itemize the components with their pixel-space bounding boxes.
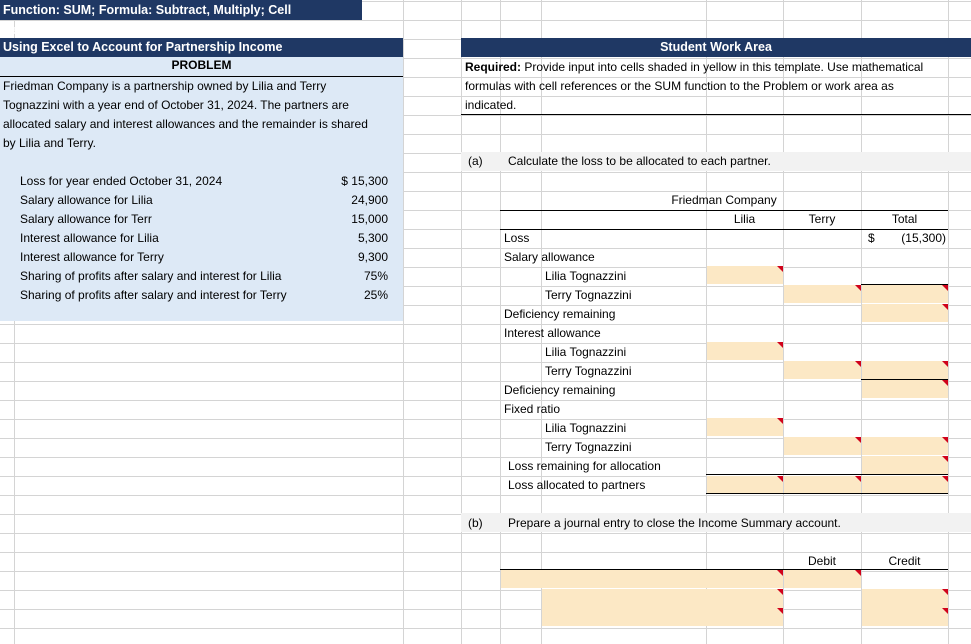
given-item-value: 24,900	[351, 193, 388, 207]
part-b-instruction: Prepare a journal entry to close the Income Summary account.	[508, 516, 841, 530]
input-salary-terry[interactable]	[784, 285, 861, 303]
given-item-label: Loss for year ended October 31, 2024	[20, 174, 223, 188]
input-fixed-terry[interactable]	[784, 437, 861, 455]
input-deficiency-2[interactable]	[862, 380, 948, 398]
problem-label: PROBLEM	[171, 58, 232, 72]
required-instructions	[465, 60, 923, 74]
column-header-credit: Credit	[888, 554, 921, 568]
given-item-label: Sharing of profits after salary and interest for Lilia	[20, 269, 282, 283]
loss-total-value: (15,300)	[901, 231, 946, 245]
row-label: Terry Tognazzini	[545, 288, 632, 302]
input-interest-terry[interactable]	[784, 361, 861, 379]
required-text: indicated.	[465, 98, 517, 112]
problem-text-line: allocated salary and interest allowances and the remainder is shared	[3, 117, 368, 131]
given-item-value: 5,300	[357, 231, 388, 245]
row-label: Lilia Tognazzini	[545, 345, 627, 359]
given-item-value: 15,000	[351, 212, 388, 226]
problem-text-line: Tognazzini with a year end of October 31, 2024. The partners are	[3, 98, 349, 112]
worksheet-title: Function: SUM; Formula: Subtract, Multiply; Cell Referencing	[0, 0, 362, 20]
part-b-label: (b)	[468, 516, 483, 530]
column-header-lilia: Lilia	[733, 212, 756, 226]
input-fixed-lilia[interactable]	[707, 418, 783, 436]
row-label: Deficiency remaining	[504, 307, 616, 321]
input-journal-credit-amount[interactable]	[862, 589, 948, 626]
input-journal-debit-amount[interactable]	[784, 570, 861, 588]
column-header-total: Total	[891, 212, 918, 226]
problem-header: Using Excel to Account for Partnership Income	[0, 38, 403, 57]
given-item-label: Salary allowance for Terr	[20, 212, 152, 226]
row-label: Terry Tognazzini	[545, 364, 632, 378]
input-allocated-lilia[interactable]	[707, 476, 783, 493]
row-label-loss: Loss	[504, 231, 530, 245]
input-journal-credit-account[interactable]	[542, 589, 783, 626]
column-header-terry: Terry	[808, 212, 836, 226]
given-item-value: 75%	[363, 269, 388, 283]
input-loss-remaining[interactable]	[862, 456, 948, 474]
dollar-sign: $	[868, 231, 875, 245]
given-item-value: 9,300	[357, 250, 388, 264]
input-deficiency-1[interactable]	[862, 304, 948, 322]
required-label: Required:	[465, 60, 522, 74]
given-item-label: Interest allowance for Lilia	[20, 231, 159, 245]
required-text: Provide input into cells shaded in yellow in this template. Use mathematical	[521, 60, 924, 74]
input-allocated-total[interactable]	[862, 476, 948, 493]
input-interest-lilia[interactable]	[707, 342, 783, 360]
input-journal-debit-account[interactable]	[501, 570, 783, 588]
column-header-debit: Debit	[807, 554, 836, 568]
given-item-value: $ 15,300	[341, 174, 388, 188]
problem-text-line: by Lilia and Terry.	[3, 136, 96, 150]
row-label: Terry Tognazzini	[545, 440, 632, 454]
problem-text-line: Friedman Company is a partnership owned by Lilia and Terry	[3, 79, 327, 93]
row-label: Lilia Tognazzini	[545, 269, 627, 283]
row-label: Interest allowance	[504, 326, 601, 340]
part-a-label: (a)	[468, 154, 483, 168]
input-allocated-terry[interactable]	[784, 476, 861, 493]
input-interest-total[interactable]	[862, 361, 948, 379]
given-item-label: Interest allowance for Terry	[20, 250, 164, 264]
row-label: Lilia Tognazzini	[545, 421, 627, 435]
row-label: Loss remaining for allocation	[508, 459, 661, 473]
row-label: Salary allowance	[504, 250, 595, 264]
part-a-instruction: Calculate the loss to be allocated to each partner.	[508, 154, 771, 168]
row-label: Fixed ratio	[504, 402, 561, 416]
input-salary-lilia[interactable]	[707, 266, 783, 284]
input-fixed-total[interactable]	[862, 437, 948, 455]
row-label: Loss allocated to partners	[508, 478, 646, 492]
company-heading: Friedman Company	[671, 193, 777, 207]
required-text: formulas with cell references or the SUM function to the Problem or work area as	[465, 79, 894, 93]
given-item-label: Sharing of profits after salary and interest for Terry	[20, 288, 287, 302]
input-salary-total[interactable]	[862, 285, 948, 303]
row-label: Deficiency remaining	[504, 383, 616, 397]
work-area-header: Student Work Area	[461, 38, 971, 57]
given-item-label: Salary allowance for Lilia	[20, 193, 153, 207]
given-item-value: 25%	[363, 288, 388, 302]
